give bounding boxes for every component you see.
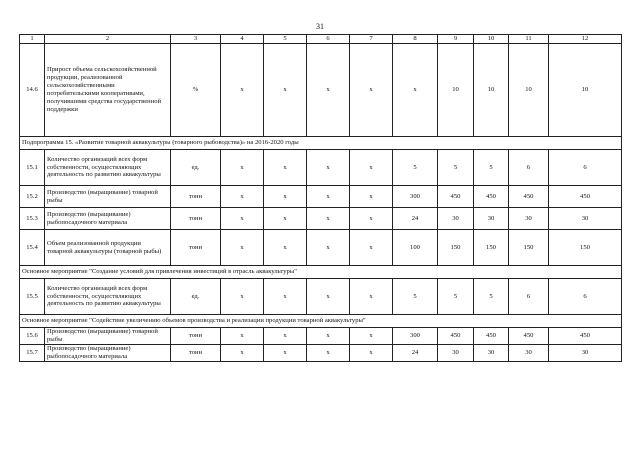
value-cell: 30 [438, 345, 474, 362]
value-cell: х [264, 328, 307, 345]
value-cell: 24 [393, 345, 438, 362]
unit-cell: ед. [171, 279, 221, 315]
value-cell: 450 [509, 328, 549, 345]
value-cell: 5 [474, 279, 509, 315]
value-cell: 30 [474, 208, 509, 230]
header-cell: 8 [393, 35, 438, 44]
value-cell: 5 [438, 150, 474, 186]
header-cell: 12 [549, 35, 622, 44]
value-cell: 100 [393, 230, 438, 266]
header-cell: 6 [307, 35, 350, 44]
value-cell: 10 [549, 44, 622, 137]
value-cell: 6 [509, 279, 549, 315]
value-cell: х [221, 279, 264, 315]
table-row [20, 230, 622, 266]
indicator-name: Количество организаций всех форм собственности, осуществляющих деятельность по развитию аквакультуры [45, 150, 171, 186]
table-row [20, 186, 622, 208]
header-cell: 3 [171, 35, 221, 44]
section-title: Подпрограмма 15. «Развитие товарной аквакультуры (товарного рыбоводства)» на 2016-2020 годы [20, 137, 622, 150]
value-cell: х [307, 279, 350, 315]
unit-cell: тонн [171, 345, 221, 362]
indicator-name: Производство (выращивание) рыбопосадочного материала [45, 208, 171, 230]
value-cell: 24 [393, 208, 438, 230]
value-cell: х [350, 150, 393, 186]
value-cell: 5 [393, 279, 438, 315]
section-title: Основное мероприятие "Содействие увеличению объемов производства и реализации продукции товарной аквакультуры" [20, 315, 622, 328]
row-number: 15.2 [20, 186, 45, 208]
page-number: 31 [316, 22, 324, 31]
table-row [20, 328, 622, 345]
value-cell: х [350, 186, 393, 208]
value-cell: х [307, 150, 350, 186]
value-cell: 5 [474, 150, 509, 186]
indicators-table [19, 34, 622, 362]
value-cell: х [221, 345, 264, 362]
value-cell: х [307, 345, 350, 362]
table-row [20, 208, 622, 230]
row-number: 14.6 [20, 44, 45, 137]
value-cell: х [264, 186, 307, 208]
header-cell: 4 [221, 35, 264, 44]
table-row [20, 279, 622, 315]
value-cell: 6 [549, 150, 622, 186]
value-cell: х [350, 208, 393, 230]
unit-cell: тонн [171, 186, 221, 208]
section-title: Основное мероприятие "Создание условий для привлечения инвестиций в отрасль аквакультуры" [20, 266, 622, 279]
value-cell: х [221, 230, 264, 266]
value-cell: 450 [438, 328, 474, 345]
value-cell: 10 [438, 44, 474, 137]
value-cell: х [264, 230, 307, 266]
header-cell: 5 [264, 35, 307, 44]
value-cell: 300 [393, 328, 438, 345]
unit-cell: ед. [171, 150, 221, 186]
value-cell: х [307, 230, 350, 266]
value-cell: х [350, 230, 393, 266]
section-row [20, 315, 622, 328]
value-cell: 150 [474, 230, 509, 266]
row-number: 15.4 [20, 230, 45, 266]
value-cell: 30 [509, 345, 549, 362]
indicator-name: Производство (выращивание) товарной рыбы [45, 186, 171, 208]
value-cell: х [307, 44, 350, 137]
value-cell: 30 [549, 208, 622, 230]
value-cell: 5 [393, 150, 438, 186]
unit-cell: тонн [171, 208, 221, 230]
header-cell: 9 [438, 35, 474, 44]
value-cell: 450 [549, 328, 622, 345]
value-cell: 450 [549, 186, 622, 208]
value-cell: 10 [509, 44, 549, 137]
header-cell: 11 [509, 35, 549, 44]
value-cell: х [221, 208, 264, 230]
value-cell: 30 [549, 345, 622, 362]
value-cell: х [350, 328, 393, 345]
value-cell: х [307, 186, 350, 208]
unit-cell: тонн [171, 230, 221, 266]
row-number: 15.5 [20, 279, 45, 315]
row-number: 15.3 [20, 208, 45, 230]
value-cell: х [393, 44, 438, 137]
value-cell: 30 [509, 208, 549, 230]
value-cell: х [350, 345, 393, 362]
value-cell: х [307, 328, 350, 345]
table-row [20, 44, 622, 137]
row-number: 15.6 [20, 328, 45, 345]
value-cell: 6 [549, 279, 622, 315]
header-cell: 10 [474, 35, 509, 44]
indicator-name: Производство (выращивание) рыбопосадочного материала [45, 345, 171, 362]
value-cell: х [264, 44, 307, 137]
value-cell: х [307, 208, 350, 230]
value-cell: х [264, 208, 307, 230]
value-cell: х [221, 328, 264, 345]
value-cell: 30 [474, 345, 509, 362]
value-cell: х [221, 186, 264, 208]
value-cell: х [350, 44, 393, 137]
value-cell: х [264, 150, 307, 186]
value-cell: 450 [438, 186, 474, 208]
table-row [20, 150, 622, 186]
value-cell: 150 [509, 230, 549, 266]
value-cell: 150 [438, 230, 474, 266]
header-row [20, 35, 622, 44]
indicator-name: Производство (выращивание) товарной рыбы [45, 328, 171, 345]
section-row [20, 266, 622, 279]
indicator-name: Прирост объема сельскохозяйственной продукции, реализованной сельскохозяйственными потребительскими кооперативами, получившими средства государственной поддержки [45, 44, 171, 137]
value-cell: 150 [549, 230, 622, 266]
unit-cell: тонн [171, 328, 221, 345]
indicator-name: Объем реализованной продукции товарной аквакультуры (товарной рыбы) [45, 230, 171, 266]
value-cell: х [221, 150, 264, 186]
row-number: 15.1 [20, 150, 45, 186]
value-cell: х [264, 345, 307, 362]
header-cell: 1 [20, 35, 45, 44]
row-number: 15.7 [20, 345, 45, 362]
value-cell: 300 [393, 186, 438, 208]
value-cell: х [264, 279, 307, 315]
value-cell: 10 [474, 44, 509, 137]
table-row [20, 345, 622, 362]
header-cell: 2 [45, 35, 171, 44]
unit-cell: % [171, 44, 221, 137]
header-cell: 7 [350, 35, 393, 44]
value-cell: 6 [509, 150, 549, 186]
section-row [20, 137, 622, 150]
value-cell: 5 [438, 279, 474, 315]
value-cell: х [221, 44, 264, 137]
value-cell: х [350, 279, 393, 315]
value-cell: 450 [474, 186, 509, 208]
value-cell: 30 [438, 208, 474, 230]
indicator-name: Количество организаций всех форм собственности, осуществляющих деятельность по развитию аквакультуры [45, 279, 171, 315]
value-cell: 450 [509, 186, 549, 208]
value-cell: 450 [474, 328, 509, 345]
